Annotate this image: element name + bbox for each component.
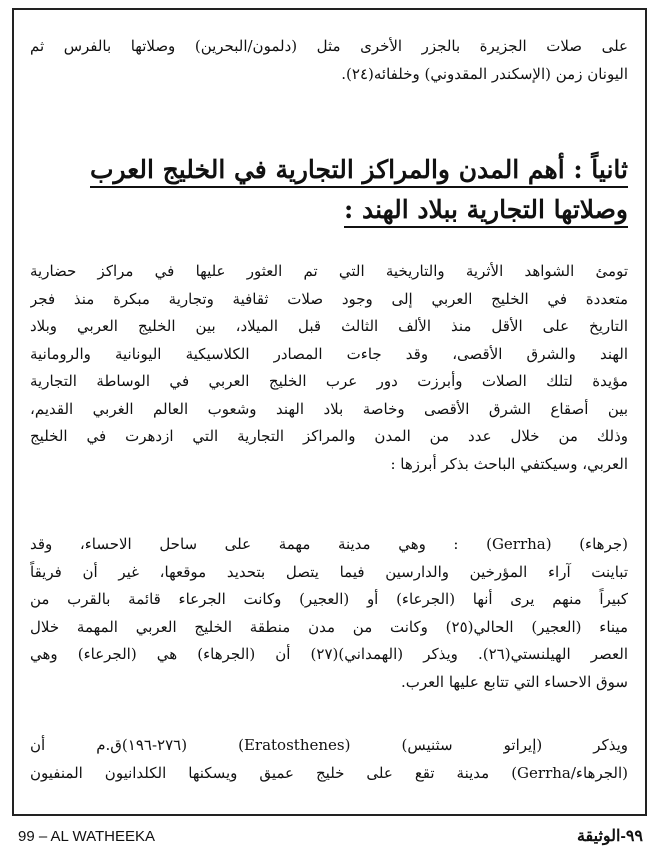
paragraph-2 bbox=[30, 531, 628, 696]
paragraph-line: بين أصقاع الشرق الأقصى وخاصة بلاد الهند وشعوب العالم الغربي القديم، bbox=[30, 399, 628, 418]
paragraph-line: (جرهاء) (Gerrha) : وهي مدينة مهمة على ساحل الاحساء، وقد bbox=[30, 535, 628, 553]
paragraph-line: التاريخ على الأقل منذ الألف الثالث قبل الميلاد، بين الخليج العربي وبلاد bbox=[30, 317, 628, 335]
paragraph-1 bbox=[30, 258, 628, 478]
paragraph-line: مؤيدة لتلك الصلات وأبرزت دور عرب الخليج العربي في الوساطة التجارية bbox=[30, 372, 628, 390]
paragraph-line: العربي، وسيكتفي الباحث بذكر أبرزها : bbox=[390, 454, 628, 473]
heading-line-1 bbox=[30, 150, 628, 190]
paragraph-line: ميناء (العجير) الحالي(٢٥) وكانت من مدن منطقة الخليج العربي المهمة خلال bbox=[30, 617, 628, 636]
heading-line-2 bbox=[30, 190, 628, 230]
page-footer bbox=[18, 822, 643, 850]
paragraph-line: تباينت آراء المؤرخين والدارسين فيما يتصل بتحديد موقعها، غير أن فريقاً bbox=[30, 562, 628, 581]
paragraph-line: وذلك من خلال عدد من المدن والمراكز التجارية التي ازدهرت في الخليج bbox=[30, 427, 628, 445]
footer-page-label-english: 99 – AL WATHEEKA bbox=[18, 828, 155, 845]
paragraph-line: ويذكر (إيراتو سثنيس) (Eratosthenes) (٢٧٦-١٩٦)ق.م أن bbox=[30, 736, 628, 754]
section-heading bbox=[30, 150, 628, 230]
intro-line: على صلات الجزيرة بالجزر الأخرى مثل (دلمون/البحرين) وصلاتها بالفرس ثم bbox=[30, 37, 628, 55]
footer-page-label-arabic: ٩٩-الوثيقة bbox=[576, 828, 643, 845]
paragraph-line: متعددة في الخليج العربي إلى وجود صلات ثقافية وتجارية مبكرة منذ فجر bbox=[30, 289, 628, 308]
paragraph-line: العصر الهيلنستي(٢٦). ويذكر (الهمداني)(٢٧) أن (الجرهاء) هي (الجرعاء) وهي bbox=[30, 645, 628, 663]
heading-line-2-text: وصلاتها التجارية ببلاد الهند : bbox=[344, 195, 628, 228]
paragraph-line: الهند والشرق الأقصى، وقد جاءت المصادر الكلاسيكية اليونانية والرومانية bbox=[30, 344, 628, 363]
paragraph-line: تومئ الشواهد الأثرية والتاريخية التي تم العثور عليها في مراكز حضارية bbox=[30, 262, 628, 280]
paragraph-3 bbox=[30, 732, 628, 787]
intro-line: اليونان زمن (الإسكندر المقدوني) وخلفائه(٢٤). bbox=[341, 64, 628, 83]
paragraph-line: سوق الاحساء التي تتابع عليها العرب. bbox=[400, 672, 628, 691]
heading-line-1-text: ثانياً : أهم المدن والمراكز التجارية في الخليج العرب bbox=[90, 155, 628, 188]
intro-paragraph bbox=[30, 33, 628, 88]
paragraph-line: (الجرهاء/Gerrha) مدينة تقع على خليج عميق ويسكنها الكلدانيون المنفيون bbox=[30, 763, 628, 782]
paragraph-line: كبيراً منهم يرى أنها (الجرعاء) أو (العجير) وكانت الجرعاء قائمة بالقرب من bbox=[30, 590, 628, 608]
